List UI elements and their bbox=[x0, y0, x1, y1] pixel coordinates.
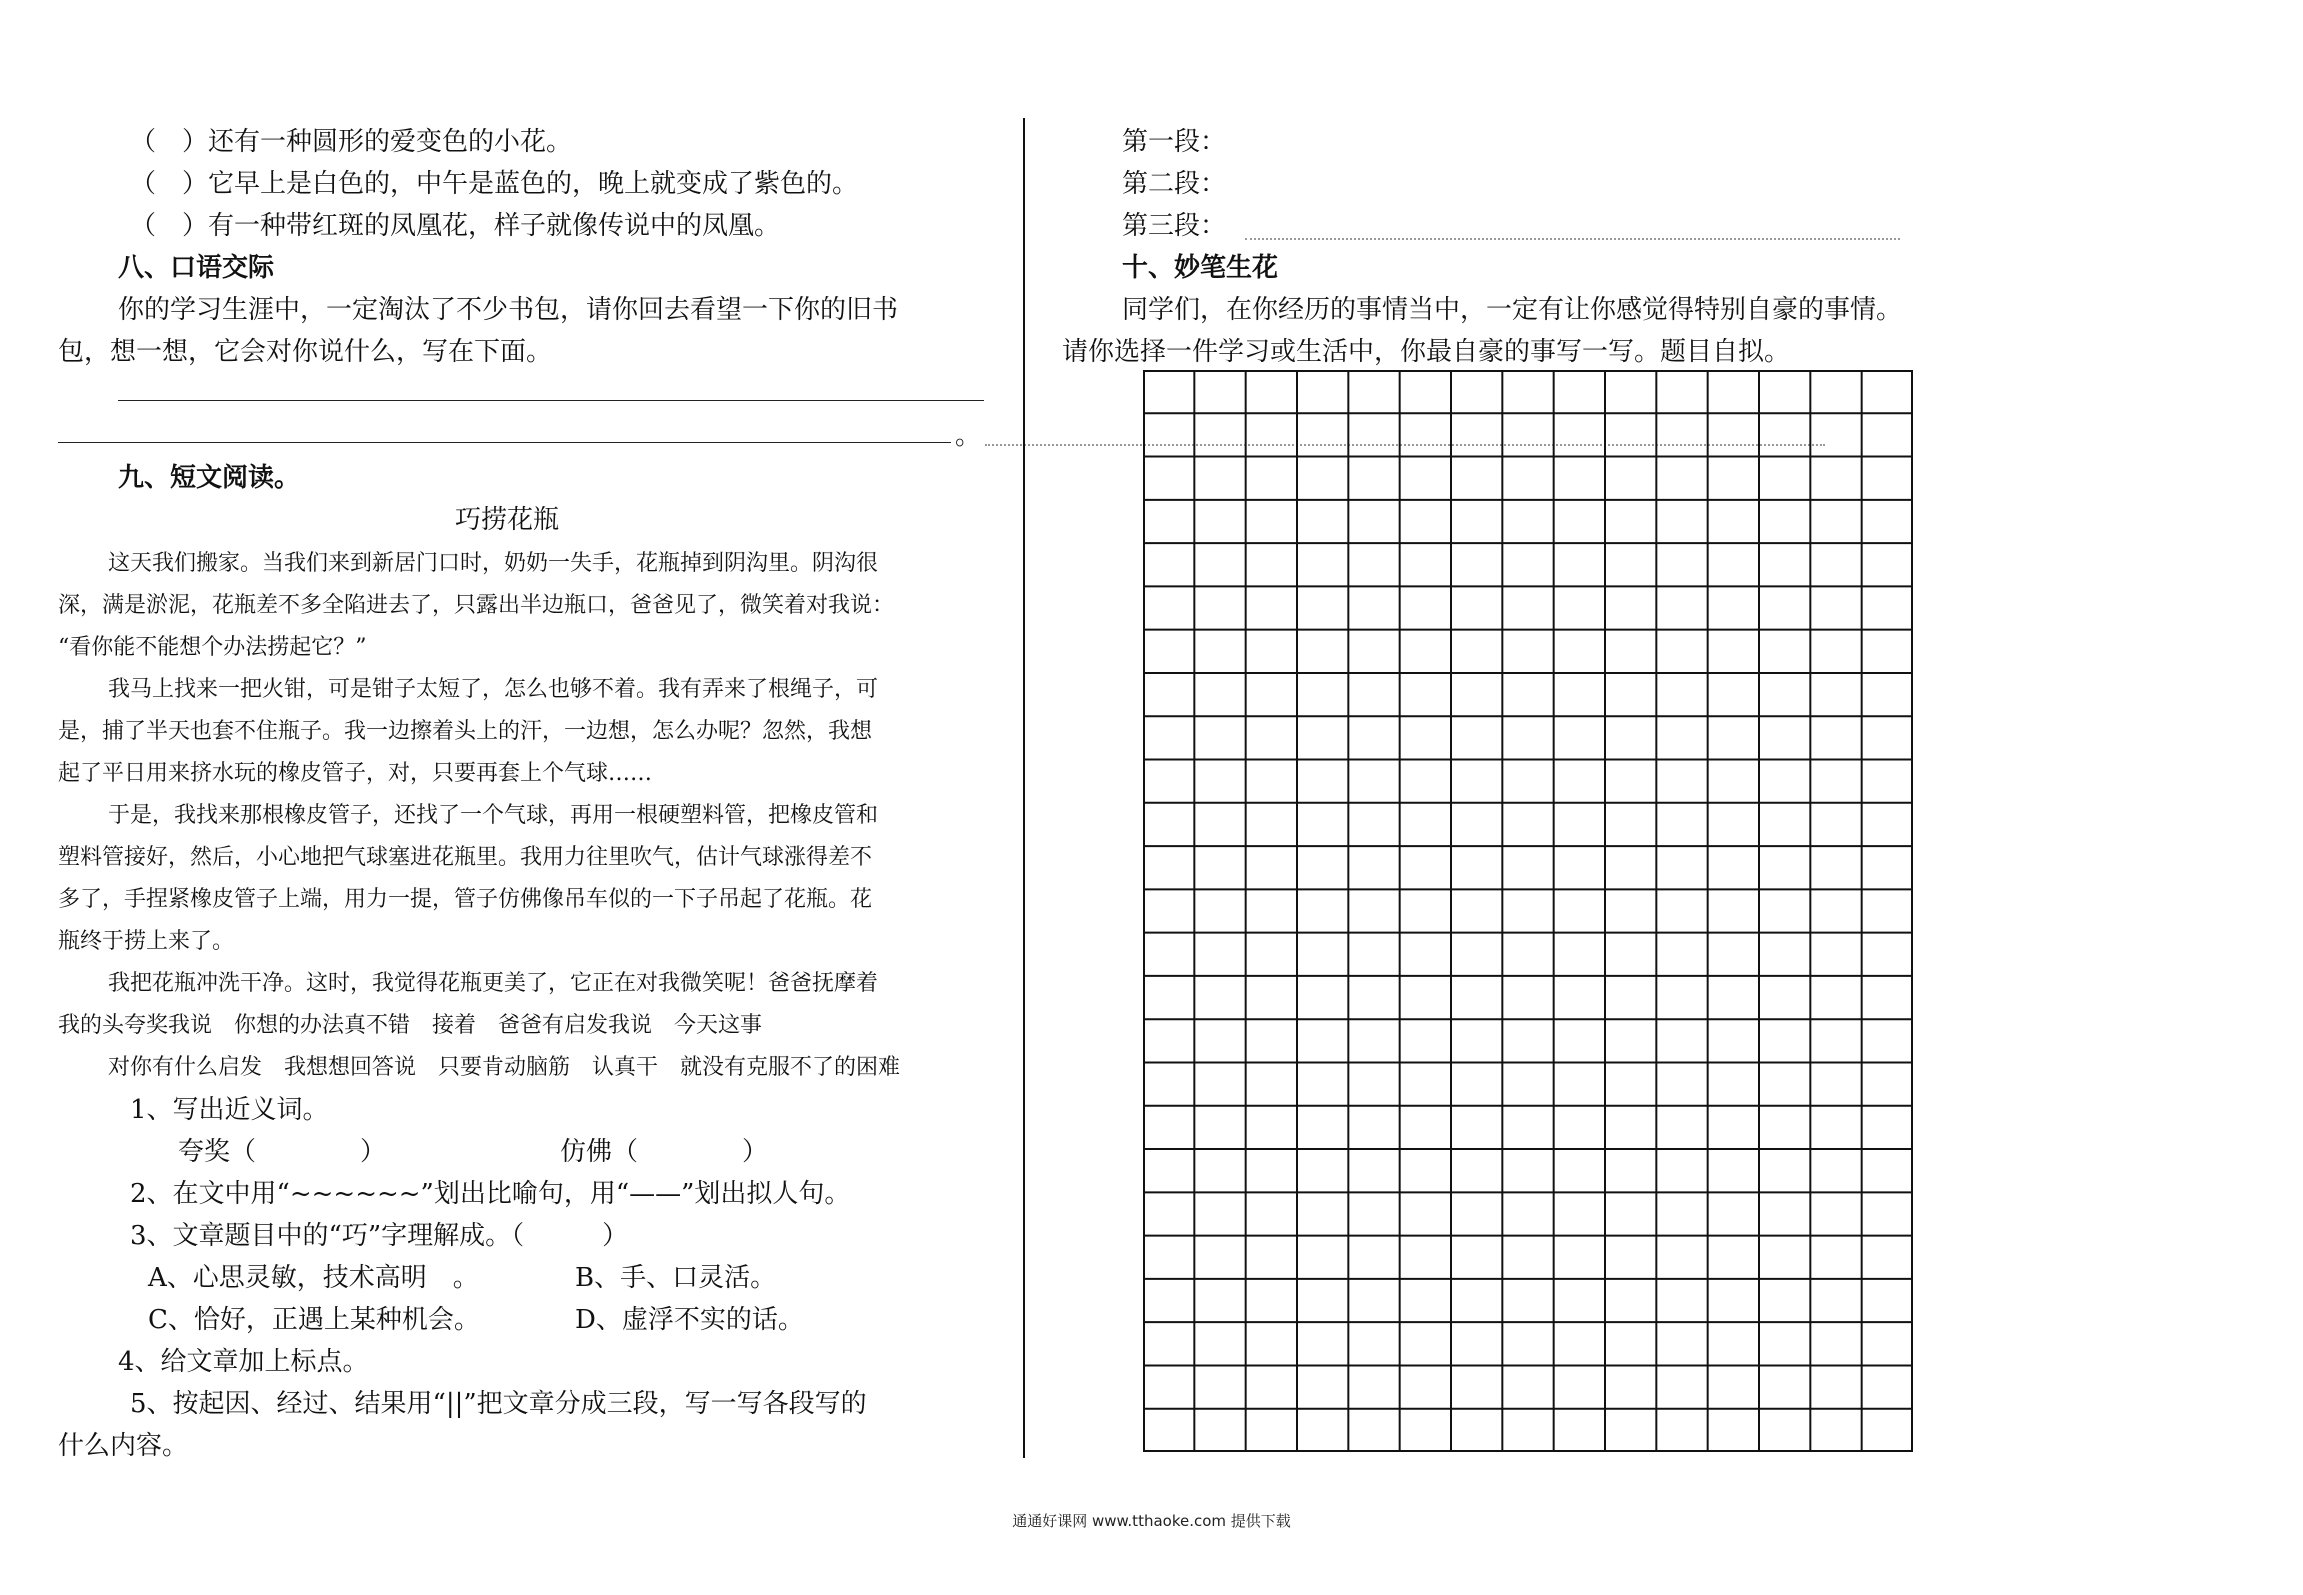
section10-heading: 十、妙笔生花 bbox=[1122, 253, 1279, 283]
order-item-2: （ ）它早上是白色的，中午是蓝色的，晚上就变成了紫色的。 bbox=[130, 169, 859, 199]
column-divider bbox=[1023, 118, 1025, 1458]
section8-line1: 你的学习生涯中，一定淘汰了不少书包，请你回去看望一下你的旧书 bbox=[118, 295, 899, 325]
story-line-3: “看你能不能想个办法捞起它？” bbox=[58, 635, 367, 660]
story-line-8: 塑料管接好，然后，小心地把气球塞进花瓶里。我用力往里吹气，估计气球涨得差不 bbox=[58, 845, 873, 870]
question-1b[interactable]: 仿佛（ ） bbox=[560, 1137, 769, 1167]
section8-line2: 包，想一想，它会对你说什么，写在下面。 bbox=[58, 337, 553, 367]
story-line-12: 我的头夸奖我说 你想的办法真不错 接着 爸爸有启发我说 今天这事 bbox=[58, 1013, 763, 1038]
option-c[interactable]: C、恰好，正遇上某种机会。 bbox=[148, 1305, 480, 1335]
segment-3-answer-line[interactable] bbox=[1245, 238, 1900, 240]
story-line-5: 是，捕了半天也套不住瓶子。我一边擦着头上的汗，一边想，怎么办呢？忽然，我想 bbox=[58, 719, 873, 744]
answer-line-1[interactable] bbox=[118, 400, 984, 401]
section9-heading: 九、短文阅读。 bbox=[118, 463, 301, 493]
segment-2-label: 第二段： bbox=[1122, 169, 1227, 199]
question-5-line2: 什么内容。 bbox=[58, 1431, 189, 1461]
story-line-6: 起了平日用来挤水玩的橡皮管子，对，只要再套上个气球…… bbox=[58, 761, 653, 786]
answer-end-mark: 。 bbox=[955, 421, 982, 451]
segment-3-label: 第三段： bbox=[1122, 211, 1227, 241]
question-5-line1: 5、按起因、经过、结果用“||”把文章分成三段，写一写各段写的 bbox=[130, 1389, 867, 1419]
story-line-2: 深，满是淤泥，花瓶差不多全陷进去了，只露出半边瓶口，爸爸见了，微笑着对我说： bbox=[58, 593, 895, 618]
question-1a[interactable]: 夸奖（ ） bbox=[178, 1137, 387, 1167]
answer-line-2[interactable] bbox=[58, 442, 951, 443]
footer-credit: 通通好课网 www.tthaoke.com 提供下载 bbox=[1012, 1512, 1291, 1530]
question-2: 2、在文中用“~~~~~~”划出比喻句，用“——”划出拟人句。 bbox=[130, 1179, 851, 1209]
story-line-10: 瓶终于捞上来了。 bbox=[58, 929, 235, 954]
question-1: 1、写出近义词。 bbox=[130, 1095, 329, 1125]
story-line-11: 我把花瓶冲洗干净。这时，我觉得花瓶更美了，它正在对我微笑呢！爸爸抚摩着 bbox=[108, 971, 879, 996]
section10-line1: 同学们，在你经历的事情当中，一定有让你感觉得特别自豪的事情。 bbox=[1122, 295, 1903, 325]
option-b[interactable]: B、手、口灵活。 bbox=[575, 1263, 777, 1293]
story-line-7: 于是，我找来那根橡皮管子，还找了一个气球，再用一根硬塑料管，把橡皮管和 bbox=[108, 803, 879, 828]
story-line-9: 多了，手捏紧橡皮管子上端，用力一提，管子仿佛像吊车似的一下子吊起了花瓶。花 bbox=[58, 887, 873, 912]
story-title: 巧捞花瓶 bbox=[455, 505, 560, 535]
story-line-1: 这天我们搬家。当我们来到新居门口时，奶奶一失手，花瓶掉到阴沟里。阴沟很 bbox=[108, 551, 879, 576]
order-item-1: （ ）还有一种圆形的爱变色的小花。 bbox=[130, 127, 573, 157]
order-item-3: （ ）有一种带红斑的凤凰花，样子就像传说中的凤凰。 bbox=[130, 211, 781, 241]
option-a[interactable]: A、心思灵敏，技术高明 。 bbox=[148, 1263, 479, 1293]
story-line-13: 对你有什么启发 我想想回答说 只要肯动脑筋 认真干 就没有克服不了的困难 bbox=[108, 1055, 901, 1080]
section10-line2: 请你选择一件学习或生活中，你最自豪的事写一写。题目自拟。 bbox=[1062, 337, 1791, 367]
question-4: 4、给文章加上标点。 bbox=[118, 1347, 369, 1377]
question-3[interactable]: 3、文章题目中的“巧”字理解成。（ ） bbox=[130, 1221, 629, 1251]
section8-heading: 八、口语交际 bbox=[118, 253, 275, 283]
segment-1-label: 第一段： bbox=[1122, 127, 1227, 157]
option-d[interactable]: D、虚浮不实的话。 bbox=[575, 1305, 804, 1335]
story-line-4: 我马上找来一把火钳，可是钳子太短了，怎么也够不着。我有弄来了根绳子，可 bbox=[108, 677, 879, 702]
writing-grid[interactable] bbox=[1143, 370, 1913, 1452]
